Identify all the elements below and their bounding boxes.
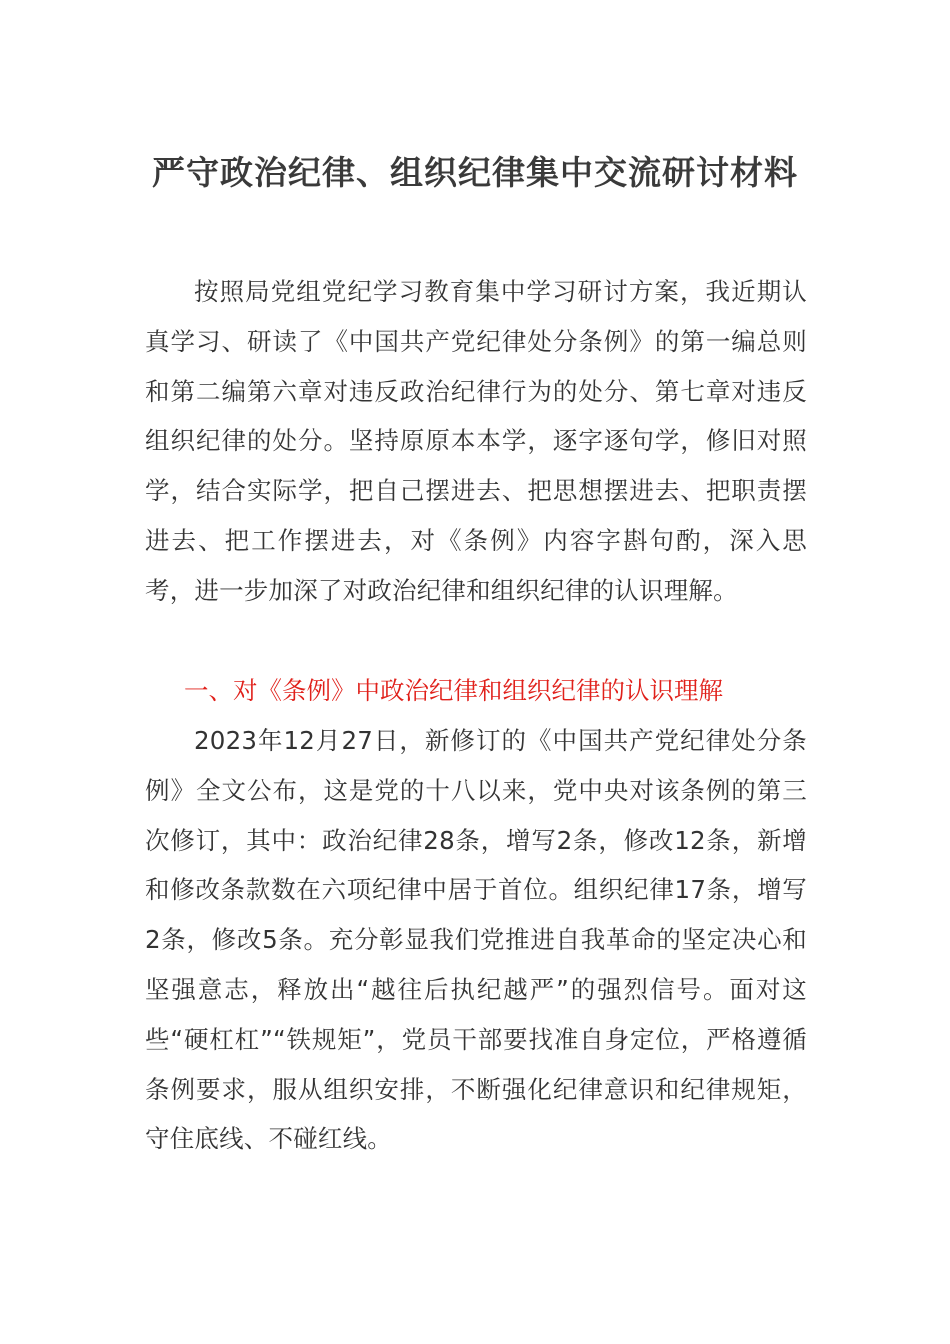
- paragraph-intro: 按照局党组党纪学习教育集中学习研讨方案，我近期认真学习、研读了《中国共产党纪律处分条例》的第一编总则和第二编第六章对违反政治纪律行为的处分、第七章对违反组织纪律的处分。坚持原原本本学，逐字逐句学，修旧对照学，结合实际学，把自己摆进去、把思想摆进去、把职责摆进去、把工作摆进去，对《条例》内容字斟句酌，深入思考，进一步加深了对政治纪律和组织纪律的认识理解。: [145, 277, 807, 605]
- document-title: 严守政治纪律、组织纪律集中交流研讨材料: [152, 153, 798, 192]
- paragraph-regulation: 2023年12月27日，新修订的《中国共产党纪律处分条例》全文公布，这是党的十八以来，党中央对该条例的第三次修订，其中：政治纪律28条，增写2条，修改12条，新增和修改条款数在六项纪律中居于首位。组织纪律17条，增写2条，修改5条。充分彰显我们党推进自我革命的坚定决心和坚强意志，释放出“越往后执纪越严”的强烈信号。面对这些“硬杠杠”“铁规矩”，党员干部要找准自身定位，严格遵循条例要求，服从组织安排，不断强化纪律意识和纪律规矩，守住底线、不碰红线。: [145, 726, 807, 1154]
- section-heading: 一、对《条例》中政治纪律和组织纪律的认识理解: [184, 676, 723, 705]
